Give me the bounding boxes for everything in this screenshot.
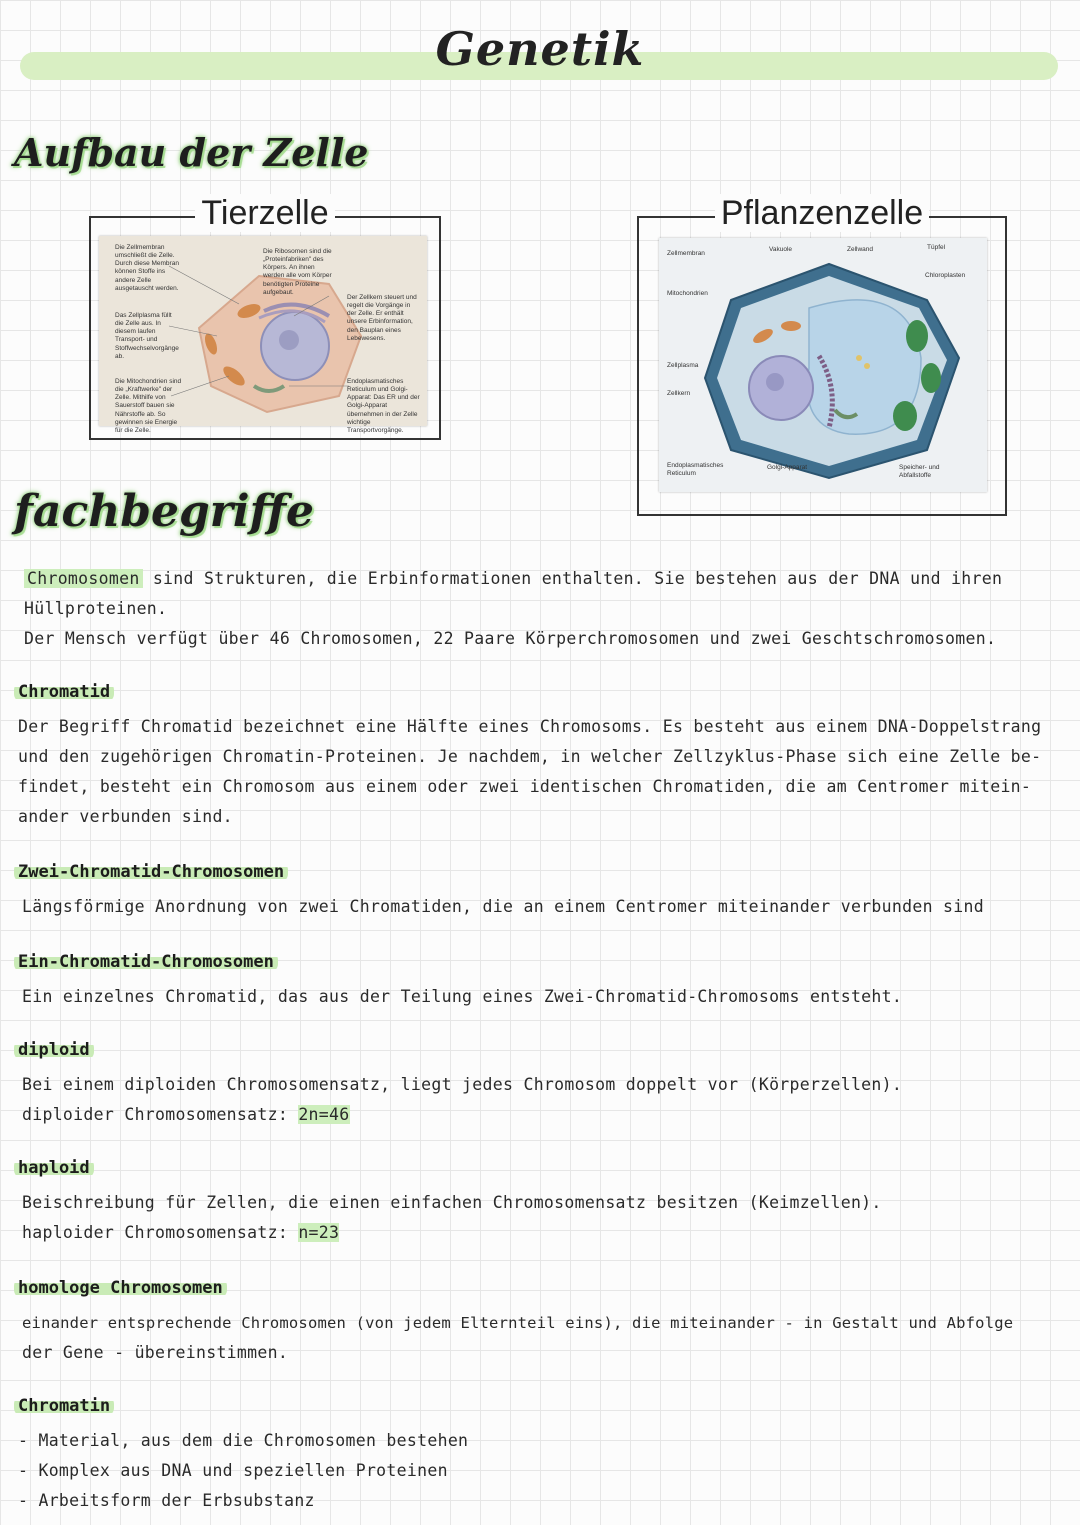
chromosomen-term: Chromosomen bbox=[24, 569, 143, 588]
plant-label-nucleus: Zellkern bbox=[667, 390, 691, 397]
haploid-term: haploid bbox=[14, 1158, 94, 1178]
animal-note-plasma: Das Zellplasma füllt die Zelle aus. In diesem laufen Transport- und Stoffwechselvorgänge ab. bbox=[115, 312, 179, 360]
section-title-terms: fachbegriffe bbox=[14, 486, 315, 537]
animal-note-nucleus: Der Zellkern steuert und regelt die Vorgänge in der Zelle. Er enthält unsere Erbinformation, den Bauplan eines Lebewesens. bbox=[347, 294, 417, 342]
plant-label-golgi: Golgi-Apparat bbox=[767, 464, 808, 471]
diploid-value: 2n=46 bbox=[298, 1105, 350, 1124]
plant-cell-frame bbox=[637, 194, 1007, 516]
chromosomen-line-1 bbox=[24, 564, 1002, 594]
homolog-line-2: der Gene - übereinstimmen. bbox=[22, 1343, 289, 1362]
chromosomen-line-3: Der Mensch verfügt über 46 Chromosomen, 22 Paare Körperchromosomen und zwei Geschtschromosomen. bbox=[24, 629, 997, 648]
plant-label-wall: Zellwand bbox=[847, 246, 874, 253]
chromatid-term: Chromatid bbox=[14, 682, 114, 702]
one-chromatid-line-1: Ein einzelnes Chromatid, das aus der Teilung eines Zwei-Chromatid-Chromosoms entsteht. bbox=[22, 987, 903, 1006]
chromatin-term: Chromatin bbox=[14, 1396, 114, 1416]
animal-note-ribosomes: Die Ribosomen sind die „Proteinfabriken" des Körpers. An ihnen werden alle vom Körper benötigten Proteine aufgebaut. bbox=[263, 248, 332, 296]
plant-cell-image bbox=[659, 238, 987, 492]
chromatid-line-1: Der Begriff Chromatid bezeichnet eine Hälfte eines Chromosoms. Es besteht aus einem DNA-Doppelstrang bbox=[18, 717, 1042, 736]
plant-label-vacuole: Vakuole bbox=[769, 246, 793, 253]
page-title: Genetik bbox=[435, 22, 645, 76]
chromosomen-line-2: Hüllproteinen. bbox=[24, 599, 168, 618]
chromatid-line-3: findet, besteht ein Chromosom aus einem oder zwei identischen Chromatiden, die am Centromer mitein- bbox=[18, 777, 1032, 796]
animal-cell-image bbox=[99, 236, 427, 434]
diploid-line-1: Bei einem diploiden Chromosomensatz, liegt jedes Chromosom doppelt vor (Körperzellen). bbox=[22, 1075, 903, 1094]
one-chromatid-term: Ein-Chromatid-Chromosomen bbox=[14, 952, 278, 972]
chromatin-item-1: - Material, aus dem die Chromosomen bestehen bbox=[18, 1431, 469, 1450]
plant-label-chloroplasts: Chloroplasten bbox=[925, 272, 966, 279]
plant-label-storage: Speicher- und Abfallstoffe bbox=[899, 464, 940, 480]
section-title-cell-structure: Aufbau der Zelle bbox=[14, 130, 369, 175]
animal-cell-frame bbox=[89, 194, 441, 440]
animal-note-membrane: Die Zellmembran umschließt die Zelle. Durch diese Membran können Stoffe ins andere Zelle ausgetauscht werden. bbox=[115, 244, 179, 292]
plant-cell-label: Pflanzenzelle bbox=[639, 194, 1005, 233]
homolog-line-1: einander entsprechende Chromosomen (von jedem Elternteil eins), die miteinander - in Gestalt und Abfolge bbox=[22, 1314, 1014, 1332]
diploid-line-2-prefix: diploider Chromosomensatz: bbox=[22, 1105, 289, 1124]
chromatid-line-4: ander verbunden sind. bbox=[18, 807, 233, 826]
diploid-term: diploid bbox=[14, 1040, 94, 1060]
animal-note-er-golgi: Endoplasmatisches Reticulum und Golgi-Apparat: Das ER und der Golgi-Apparat übernehmen in der Zelle wichtige Transportvorgänge. bbox=[347, 378, 420, 434]
chromatin-item-2: - Komplex aus DNA und speziellen Proteinen bbox=[18, 1461, 448, 1480]
chromosomen-line-1-text: sind Strukturen, die Erbinformationen enthalten. Sie bestehen aus der DNA und ihren bbox=[152, 569, 1003, 588]
plant-label-plasma: Zellplasma bbox=[667, 362, 699, 369]
plant-label-mitochondria: Mitochondrien bbox=[667, 290, 708, 297]
haploid-line-2-prefix: haploider Chromosomensatz: bbox=[22, 1223, 289, 1242]
diploid-line-2 bbox=[22, 1100, 350, 1130]
two-chromatid-term: Zwei-Chromatid-Chromosomen bbox=[14, 862, 288, 882]
homolog-term: homologe Chromosomen bbox=[14, 1278, 227, 1298]
haploid-value: n=23 bbox=[298, 1223, 340, 1242]
animal-cell-label: Tierzelle bbox=[91, 194, 439, 233]
chromatin-item-3: - Arbeitsform der Erbsubstanz bbox=[18, 1491, 315, 1510]
haploid-line-1: Beischreibung für Zellen, die einen einfachen Chromosomensatz besitzen (Keimzellen). bbox=[22, 1193, 882, 1212]
chromatid-line-2: und den zugehörigen Chromatin-Proteinen. Je nachdem, in welcher Zellzyklus-Phase sich eine Zelle be- bbox=[18, 747, 1042, 766]
haploid-line-2 bbox=[22, 1218, 339, 1248]
plant-label-er: Endoplasmatisches Reticulum bbox=[667, 462, 724, 478]
two-chromatid-line-1: Längsförmige Anordnung von zwei Chromatiden, die an einem Centromer miteinander verbunden sind bbox=[22, 897, 984, 916]
animal-note-mitochondria: Die Mitochondrien sind die „Kraftwerke" der Zelle. Mithilfe von Sauerstoff bauen sie Nährstoffe ab. So gewinnen sie Energie für die Zelle. bbox=[115, 378, 182, 434]
plant-label-membrane: Zellmembran bbox=[667, 250, 705, 257]
plant-label-pit: Tüpfel bbox=[927, 244, 946, 251]
